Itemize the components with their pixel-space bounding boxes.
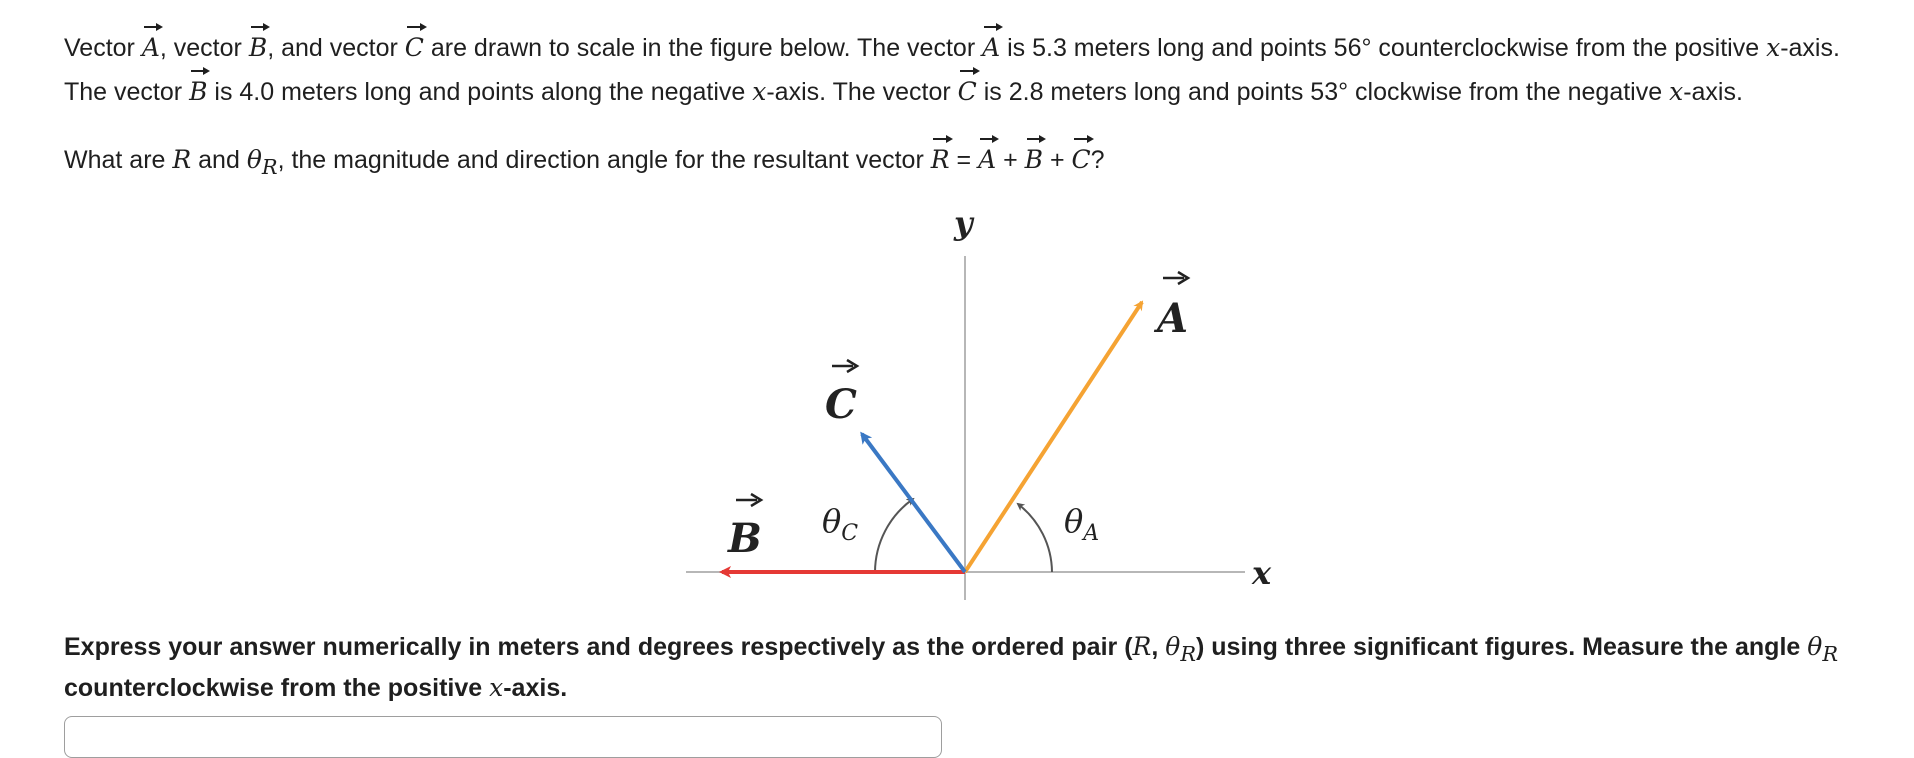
x-symbol: x bbox=[1766, 33, 1781, 62]
theta-a-symbol: θ bbox=[1064, 502, 1084, 540]
vector-b-symbol: B bbox=[189, 70, 207, 114]
r-symbol: R bbox=[172, 145, 192, 174]
theta-a-subscript: A bbox=[1083, 521, 1100, 546]
problem-paragraph: Vector A, vector B, and vector C are drawn to scale in the figure below. The vector A is 5.3 meters long and points 56° counterclockwise from the positive x-axis. The vector B is 4.0 meters long and points along the negative x-axis. The vector C is 2.8 meters long and points 53° clockwise from the negative x-axis. bbox=[64, 26, 1864, 114]
vector-a-symbol: A bbox=[142, 26, 160, 70]
vector-c-symbol: C bbox=[958, 70, 977, 114]
vector-b-label: B bbox=[728, 515, 762, 562]
instructions-text: Express your answer numerically in meters and degrees respectively as the ordered pair (R, $\theta_R$) using three significant figures. Measure the angle $\theta_R$ counterclockwise from the positive x-axis. bbox=[64, 632, 1838, 702]
x-symbol: x bbox=[752, 77, 767, 106]
vector-diagram bbox=[660, 200, 1300, 610]
vector-c-label: C bbox=[825, 381, 857, 428]
answer-instructions bbox=[64, 630, 1884, 705]
vector-r-symbol: R bbox=[931, 138, 950, 182]
theta-c-subscript: C bbox=[841, 521, 859, 546]
vector-b-symbol: B bbox=[249, 26, 267, 70]
r-symbol: R bbox=[1132, 632, 1152, 661]
theta-symbol: θ bbox=[1807, 632, 1823, 661]
vector-a-arrow bbox=[965, 302, 1142, 572]
vector-a-symbol: A bbox=[982, 26, 1000, 70]
vector-a-symbol: A bbox=[978, 138, 996, 182]
vector-diagram-svg bbox=[660, 200, 1300, 610]
theta-symbol: θ bbox=[1165, 632, 1181, 661]
problem-statement bbox=[64, 26, 1864, 189]
answer-input-box[interactable] bbox=[64, 716, 942, 758]
vector-b-symbol: B bbox=[1025, 138, 1043, 182]
theta-a-label bbox=[1064, 502, 1099, 546]
theta-c-label bbox=[822, 502, 858, 546]
x-symbol: x bbox=[1669, 77, 1684, 106]
theta-symbol: θ bbox=[246, 145, 262, 174]
y-axis-label: y bbox=[954, 204, 973, 242]
x-axis-label: x bbox=[1252, 554, 1272, 592]
theta-subscript: R bbox=[1822, 642, 1838, 666]
theta-c-symbol: θ bbox=[822, 502, 842, 540]
vector-a-label: A bbox=[1157, 295, 1189, 342]
theta-c-arc bbox=[875, 499, 913, 572]
vector-c-symbol: C bbox=[1072, 138, 1091, 182]
vector-c-symbol: C bbox=[405, 26, 424, 70]
theta-subscript: R bbox=[1180, 642, 1197, 666]
x-symbol: x bbox=[489, 673, 504, 702]
theta-a-arc bbox=[1018, 504, 1052, 572]
question-text: What are R and $\theta_R$, the magnitude and direction angle for the resultant vector R = A + B + C? bbox=[64, 138, 1864, 189]
theta-subscript: R bbox=[261, 155, 278, 179]
